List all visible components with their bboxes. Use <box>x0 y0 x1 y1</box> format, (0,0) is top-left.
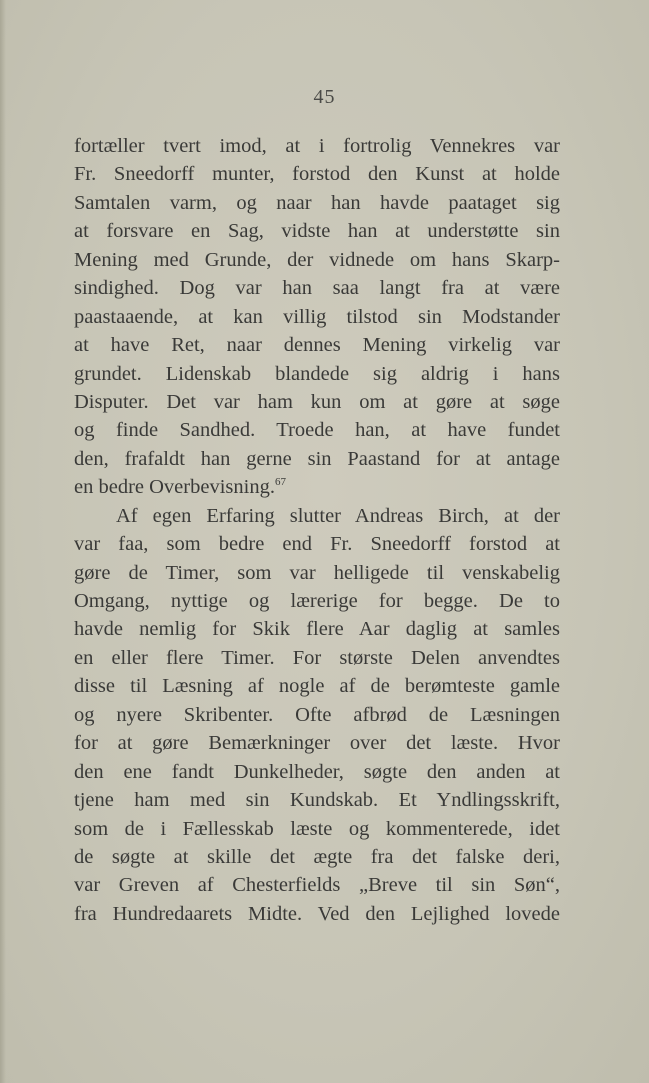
text-line-last <box>74 473 560 501</box>
page-edge-shadow <box>0 0 6 1083</box>
page-number: 45 <box>313 86 336 108</box>
text-line: Samtalen varm, og naar han havde paataget sig <box>74 191 560 214</box>
text-line: for at gøre Bemærkninger over det læste. Hvor <box>74 732 560 755</box>
text-line: den, frafaldt han gerne sin Paastand for at antage <box>74 447 560 470</box>
text-line: Mening med Grunde, der vidnede om hans Skarp- <box>74 248 560 271</box>
body-text <box>74 132 560 928</box>
paragraph-1 <box>74 132 560 502</box>
text-line: som de i Fællesskab læste og kommenterede, idet <box>74 817 560 840</box>
text-line: den ene fandt Dunkelheder, søgte den anden at <box>74 760 560 783</box>
text-line: disse til Læsning af nogle af de berømteste gamle <box>74 675 560 698</box>
text-line: tjene ham med sin Kundskab. Et Yndlingsskrift, <box>74 789 560 812</box>
text-line: at forsvare en Sag, vidste han at understøtte sin <box>74 220 560 243</box>
text-line: Fr. Sneedorff munter, forstod den Kunst at holde <box>74 163 560 186</box>
text-line: var Greven af Chesterfields „Breve til sin Søn“, <box>74 874 560 897</box>
text-line: gøre de Timer, som var helligede til venskabelig <box>74 561 560 584</box>
paragraph-2 <box>74 502 560 929</box>
text-line: sindighed. Dog var han saa langt fra at være <box>74 277 560 300</box>
text-line: og finde Sandhed. Troede han, at have fundet <box>74 419 560 442</box>
text-line: Omgang, nyttige og lærerige for begge. De to <box>74 590 560 612</box>
text-line: at have Ret, naar dennes Mening virkelig var <box>74 334 560 357</box>
text-line: paastaaende, at kan villig tilstod sin Modstander <box>74 305 560 328</box>
text-line: og nyere Skribenter. Ofte afbrød de Læsningen <box>74 703 560 726</box>
text-line: fortæller tvert imod, at i fortrolig Vennekres var <box>74 135 560 157</box>
footnote-reference: 67 <box>274 476 286 489</box>
text-line-content: en bedre Overbevisning. <box>74 476 275 499</box>
text-line-indented: Af egen Erfaring slutter Andreas Birch, at der <box>116 504 560 527</box>
text-line: Disputer. Det var ham kun om at gøre at søge <box>74 390 560 413</box>
text-line: var faa, som bedre end Fr. Sneedorff forstod at <box>74 533 560 556</box>
text-line: fra Hundredaarets Midte. Ved den Lejlighed lovede <box>74 902 560 925</box>
text-line: de søgte at skille det ægte fra det falske deri, <box>74 845 560 868</box>
text-line: grundet. Lidenskab blandede sig aldrig i hans <box>74 362 560 385</box>
text-line: en eller flere Timer. For største Delen anvendtes <box>74 646 560 669</box>
text-line: havde nemlig for Skik flere Aar daglig at samles <box>74 618 560 641</box>
